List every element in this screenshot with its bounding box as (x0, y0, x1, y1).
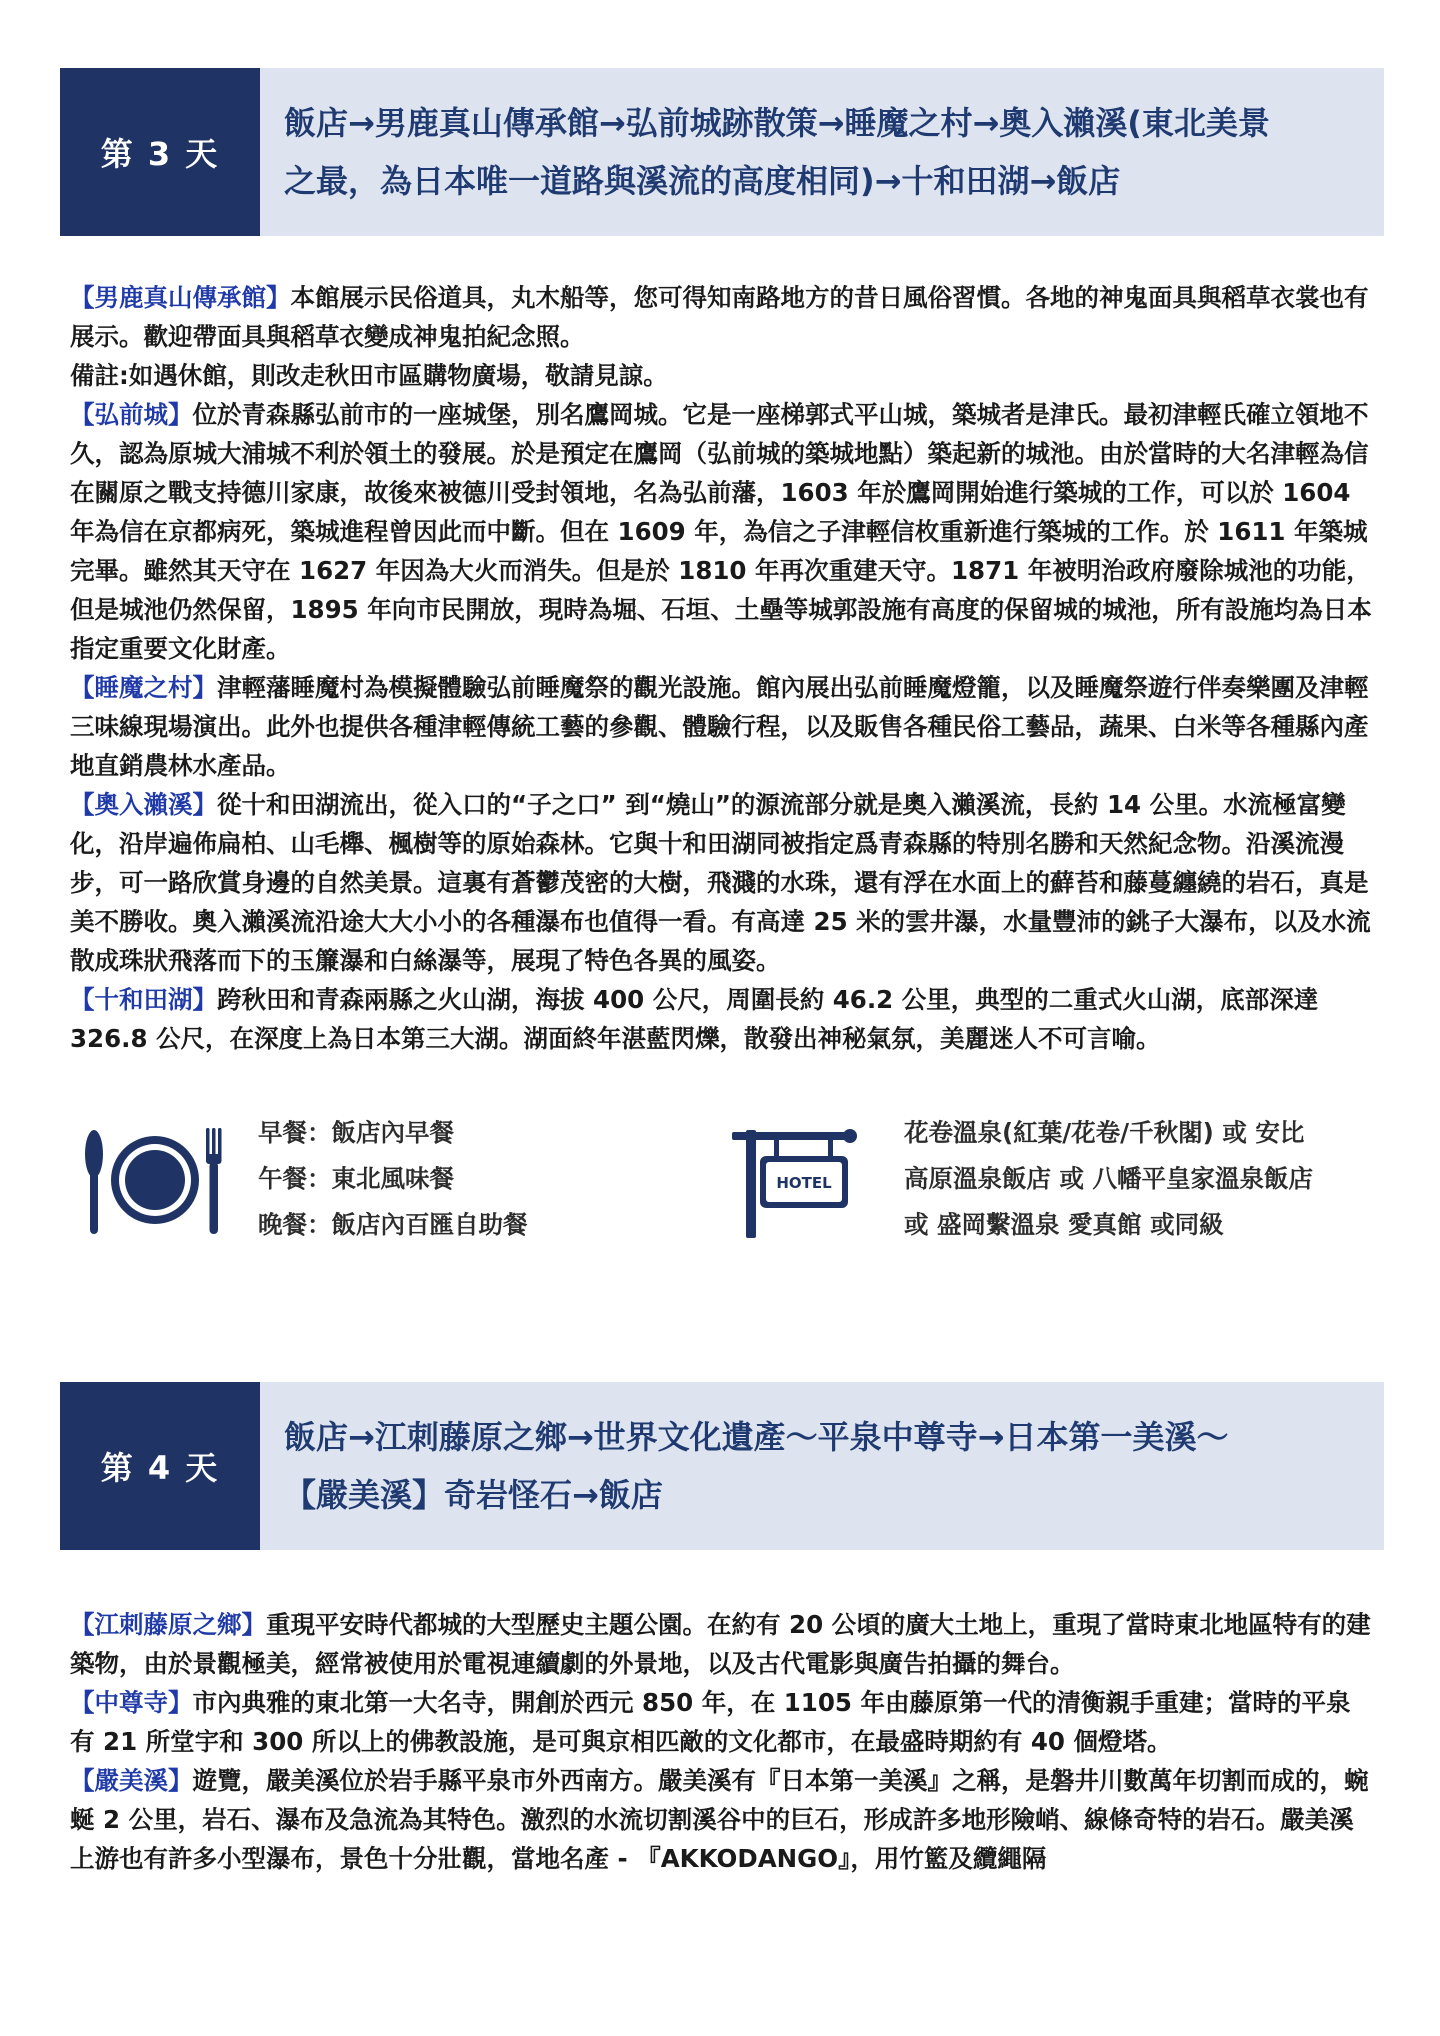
paragraph-chusonji (70, 1683, 1372, 1761)
day4-route (260, 1382, 1384, 1550)
hotel-line2: 高原溫泉飯店 或 八幡平皇家溫泉飯店 (904, 1164, 1314, 1193)
hotel-info (732, 1110, 1392, 1260)
hotel-line3: 或 盛岡繫溫泉 愛真館 或同級 (904, 1210, 1224, 1239)
paragraph-genbikei (70, 1761, 1372, 1878)
text-esashi: 重現平安時代都城的大型歷史主題公園。在約有 20 公頃的廣大土地上，重現了當時東北地區特有的建築物，由於景觀極美，經常被使用於電視連續劇的外景地，以及古代電影與廣告拍攝的舞台。 (70, 1610, 1371, 1678)
text-hirosaki: 位於青森縣弘前市的一座城堡，別名鷹岡城。它是一座梯郭式平山城，築城者是津氏。最初津輕氏確立領地不久，認為原城大浦城不利於領土的發展。於是預定在鷹岡（弘前城的築城地點）築起新的城池。由於當時的大名津輕為信在關原之戰支持德川家康，故後來被德川受封領地，名為弘前藩，1603 年於鷹岡開始進行築城的工作，可以於 1604 年為信在京都病死，築城進程曾因此而中斷。但在 1609 年，為信之子津輕信枚重新進行築城的工作。於 1611 年築城完畢。雖然其天守在 1627 年因為大火而消失。但是於 1810 年再次重建天守。1871 年被明治政府廢除城池的功能，但是城池仍然保留，1895 年向市民開放，現時為堀、石垣、土壘等城郭設施有高度的保留城的城池，所有設施均為日本指定重要文化財產。 (70, 400, 1372, 663)
tag-towada: 【十和田湖】 (70, 985, 217, 1014)
day3-label: 第 3 天 (60, 68, 260, 236)
text-genbikei: 遊覽，嚴美溪位於岩手縣平泉市外西南方。嚴美溪有『日本第一美溪』之稱，是磐井川數萬年切割而成的，蜿蜒 2 公里，岩石、瀑布及急流為其特色。激烈的水流切割溪谷中的巨石，形成許多地形險峭、線條奇特的岩石。嚴美溪上游也有許多小型瀑布，景色十分壯觀，當地名產 - 『AKKODANGO』，用竹籃及纜繩隔 (70, 1766, 1369, 1873)
paragraph-oirase (70, 785, 1372, 980)
tag-esashi: 【江刺藤原之鄉】 (70, 1610, 266, 1639)
day3-description (70, 278, 1372, 1058)
day4-route-line1: 飯店→江刺藤原之鄉→世界文化遺產～平泉中尊寺→日本第一美溪～ (284, 1418, 1229, 1456)
hotel-sign-icon (732, 1120, 862, 1240)
hotel-line1: 花卷溫泉(紅葉/花卷/千秋閣) 或 安比 (904, 1118, 1305, 1147)
lunch-text: 午餐：東北風味餐 (258, 1164, 454, 1193)
tag-oirase: 【奧入瀨溪】 (70, 790, 217, 819)
text-nebuta: 津輕藩睡魔村為模擬體驗弘前睡魔祭的觀光設施。館內展出弘前睡魔燈籠，以及睡魔祭遊行伴奏樂團及津輕三味線現場演出。此外也提供各種津輕傳統工藝的參觀、體驗行程，以及販售各種民俗工藝品，蔬果、白米等各種縣內產地直銷農林水產品。 (70, 673, 1369, 780)
paragraph-towada (70, 980, 1372, 1058)
dinner-text: 晚餐：飯店內百匯自助餐 (258, 1210, 528, 1239)
day3-header (60, 68, 1384, 236)
text-note: 備註:如遇休館，則改走秋田市區購物廣場，敬請見諒。 (70, 361, 668, 390)
hotel-sign-text: HOTEL (776, 1174, 832, 1192)
day4-label: 第 4 天 (60, 1382, 260, 1550)
tag-chusonji: 【中尊寺】 (70, 1688, 193, 1717)
tag-oga: 【男鹿真山傳承館】 (70, 283, 291, 312)
tag-nebuta: 【睡魔之村】 (70, 673, 217, 702)
paragraph-hirosaki (70, 395, 1372, 668)
day4-route-line2: 【嚴美溪】奇岩怪石→飯店 (284, 1476, 663, 1514)
hotel-lines (904, 1110, 1313, 1248)
day3-route-line2: 之最，為日本唯一道路與溪流的高度相同)→十和田湖→飯店 (284, 162, 1121, 200)
day4-header (60, 1382, 1384, 1550)
paragraph-nebuta (70, 668, 1372, 785)
meal-info (80, 1110, 640, 1260)
day3-route (260, 68, 1384, 236)
day3-route-line1: 飯店→男鹿真山傳承館→弘前城跡散策→睡魔之村→奧入瀨溪(東北美景 (284, 104, 1270, 142)
meal-lines (258, 1110, 528, 1248)
breakfast-text: 早餐：飯店內早餐 (258, 1118, 454, 1147)
text-towada: 跨秋田和青森兩縣之火山湖，海拔 400 公尺，周圍長約 46.2 公里，典型的二重式火山湖，底部深達 326.8 公尺，在深度上為日本第三大湖。湖面終年湛藍閃爍，散發出神秘氣氛，美麗迷人不可言喻。 (70, 985, 1319, 1053)
day4-description (70, 1605, 1372, 1878)
text-oga: 本館展示民俗道具，丸木船等，您可得知南路地方的昔日風俗習慣。各地的神鬼面具與稻草衣裳也有展示。歡迎帶面具與稻草衣變成神鬼拍紀念照。 (70, 283, 1369, 351)
paragraph-oga (70, 278, 1372, 356)
text-oirase: 從十和田湖流出，從入口的“子之口” 到“燒山”的源流部分就是奧入瀨溪流，長約 14 公里。水流極富變化，沿岸遍佈扁柏、山毛櫸、楓樹等的原始森林。它與十和田湖同被指定爲青森縣的特別名勝和天然紀念物。沿溪流漫步，可一路欣賞身邊的自然美景。這裏有蒼鬱茂密的大樹，飛濺的水珠，還有浮在水面上的蘚苔和藤蔓纏繞的岩石，真是美不勝收。奧入瀨溪流沿途大大小小的各種瀑布也值得一看。有高達 25 米的雲井瀑，水量豐沛的銚子大瀑布，以及水流散成珠狀飛落而下的玉簾瀑和白絲瀑等，展現了特色各異的風姿。 (70, 790, 1371, 975)
tag-hirosaki: 【弘前城】 (70, 400, 193, 429)
paragraph-esashi (70, 1605, 1372, 1683)
plate-cutlery-icon (80, 1120, 230, 1240)
tag-genbikei: 【嚴美溪】 (70, 1766, 193, 1795)
paragraph-note (70, 356, 1372, 395)
text-chusonji: 市內典雅的東北第一大名寺，開創於西元 850 年，在 1105 年由藤原第一代的清衡親手重建；當時的平泉有 21 所堂宇和 300 所以上的佛教設施，是可與京相匹敵的文化都市，在最盛時期約有 40 個燈塔。 (70, 1688, 1351, 1756)
